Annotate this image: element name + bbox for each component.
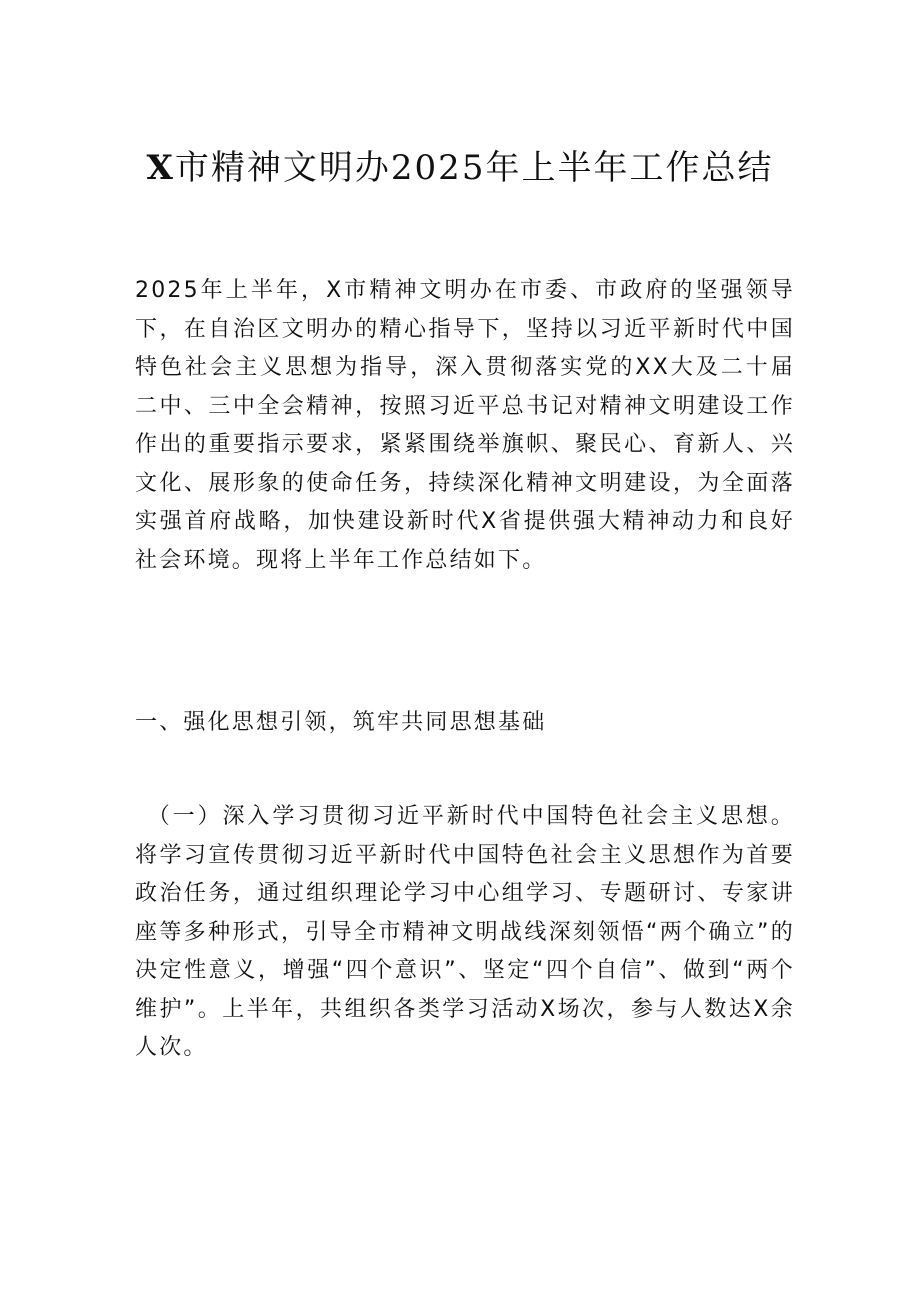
subsection-text-1: （一）深入学习贯彻习近平新时代中国特色社会主义思想。将学习宣传贯彻习近平新时代中国特色社会主义思想作为首要政治任务，通过组织理论学习中心组学习、专题研讨、专家讲座等多种形式，引导全市精神文明战线深刻领悟“两个确立”的决定性意义，增强“四个意识”、坚定“四个自信”、做到“两个维护”。上半年，共组织各类学习活动X场次，参与人数达X余人次。 xyxy=(135,804,795,1060)
document-title xyxy=(0,140,920,196)
section-heading-1: 一、强化思想引领，筑牢共同思想基础 xyxy=(135,710,547,735)
intro-paragraph: 2025年上半年，X市精神文明办在市委、市政府的坚强领导下，在自治区文明办的精心指导下，坚持以习近平新时代中国特色社会主义思想为指导，深入贯彻落实党的XX大及二十届二中、三中全会精神，按照习近平总书记对精神文明建设工作作出的重要指示要求，紧紧围绕举旗帜、聚民心、育新人、兴文化、展形象的使命任务，持续深化精神文明建设，为全面落实强首府战略，加快建设新时代X省提供强大精神动力和良好社会环境。现将上半年工作总结如下。 xyxy=(135,278,795,573)
document-title-x: X xyxy=(146,148,175,188)
document-title-rest: 市精神文明办2025年上半年工作总结 xyxy=(174,148,774,188)
subsection-paragraph-1 xyxy=(135,798,795,1068)
